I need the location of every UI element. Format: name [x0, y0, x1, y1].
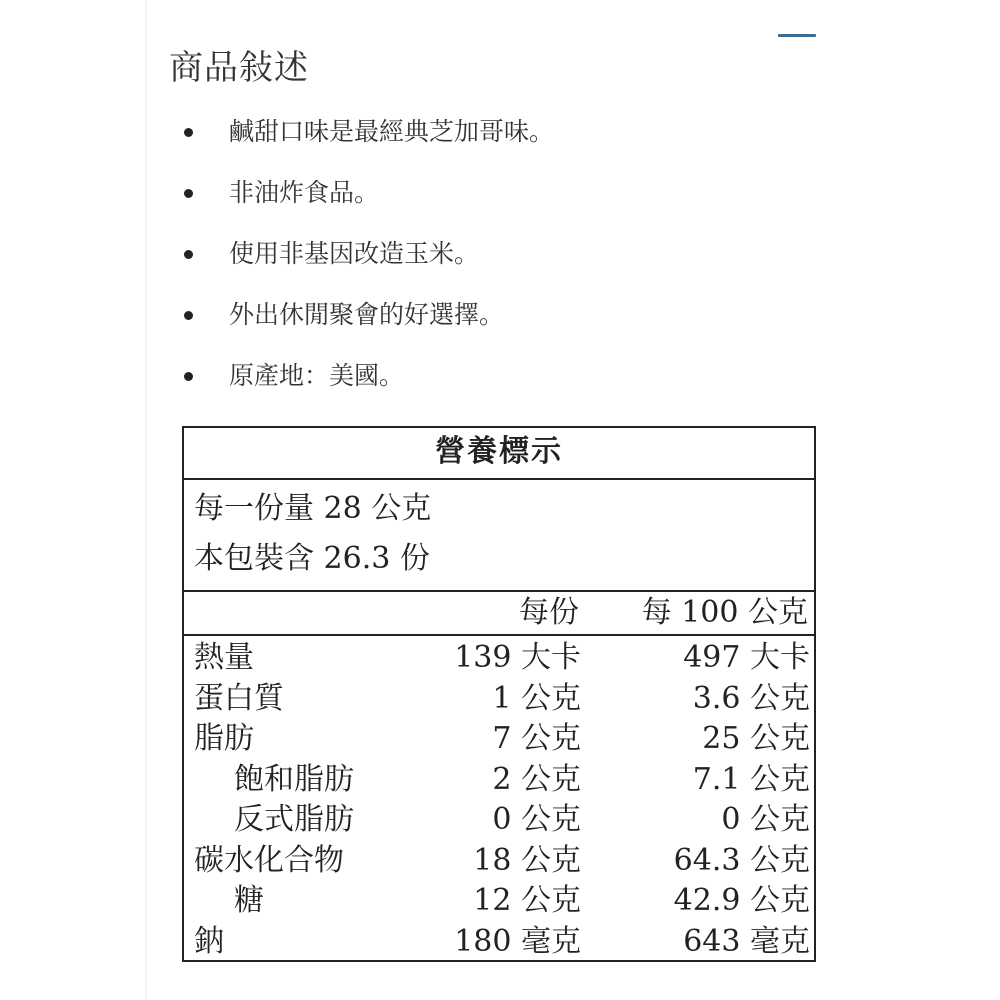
servings-per-package: 本包裝含 26.3 份 — [194, 541, 430, 576]
nutrition-row: 熱量 139 大卡 497 大卡 — [194, 640, 810, 675]
description-list — [177, 106, 554, 411]
list-item: 非油炸食品。 — [177, 167, 554, 228]
list-item: 鹹甜口味是最經典芝加哥味。 — [177, 106, 554, 167]
nutrition-label-image — [182, 426, 816, 962]
nutrition-row: 鈉 180 毫克 643 毫克 — [194, 923, 810, 959]
list-item: 外出休閒聚會的好選擇。 — [177, 289, 554, 350]
section-title: 商品敍述 — [169, 48, 309, 89]
nutrition-title: 營養標示 — [184, 428, 814, 480]
header-per-serving: 每份 — [519, 595, 579, 630]
nutrition-rows — [184, 636, 814, 962]
list-item: 原產地：美國。 — [177, 350, 554, 411]
nutrition-row: 脂肪 7 公克 25 公克 — [194, 721, 810, 756]
nutrition-row: 蛋白質 1 公克 3.6 公克 — [194, 680, 810, 716]
header-per-100g: 每 100 公克 — [641, 595, 808, 630]
bullet-icon — [184, 128, 193, 137]
nutrition-row: 碳水化合物 18 公克 64.3 公克 — [194, 842, 810, 878]
bullet-icon — [184, 311, 193, 320]
collapse-button[interactable] — [775, 22, 819, 50]
nutrition-row: 反式脂肪 0 公克 0 公克 — [234, 802, 810, 837]
minus-icon — [778, 34, 816, 37]
product-description-panel — [145, 0, 1000, 1000]
bullet-icon — [184, 250, 193, 259]
list-item: 使用非基因改造玉米。 — [177, 228, 554, 289]
serving-size: 每一份量 28 公克 — [194, 491, 432, 526]
bullet-icon — [184, 372, 193, 381]
nutrition-row: 糖 12 公克 42.9 公克 — [234, 883, 810, 918]
serving-info — [184, 480, 814, 592]
nutrition-column-headers — [184, 592, 814, 636]
nutrition-row: 飽和脂肪 2 公克 7.1 公克 — [234, 761, 810, 797]
bullet-icon — [184, 189, 193, 198]
